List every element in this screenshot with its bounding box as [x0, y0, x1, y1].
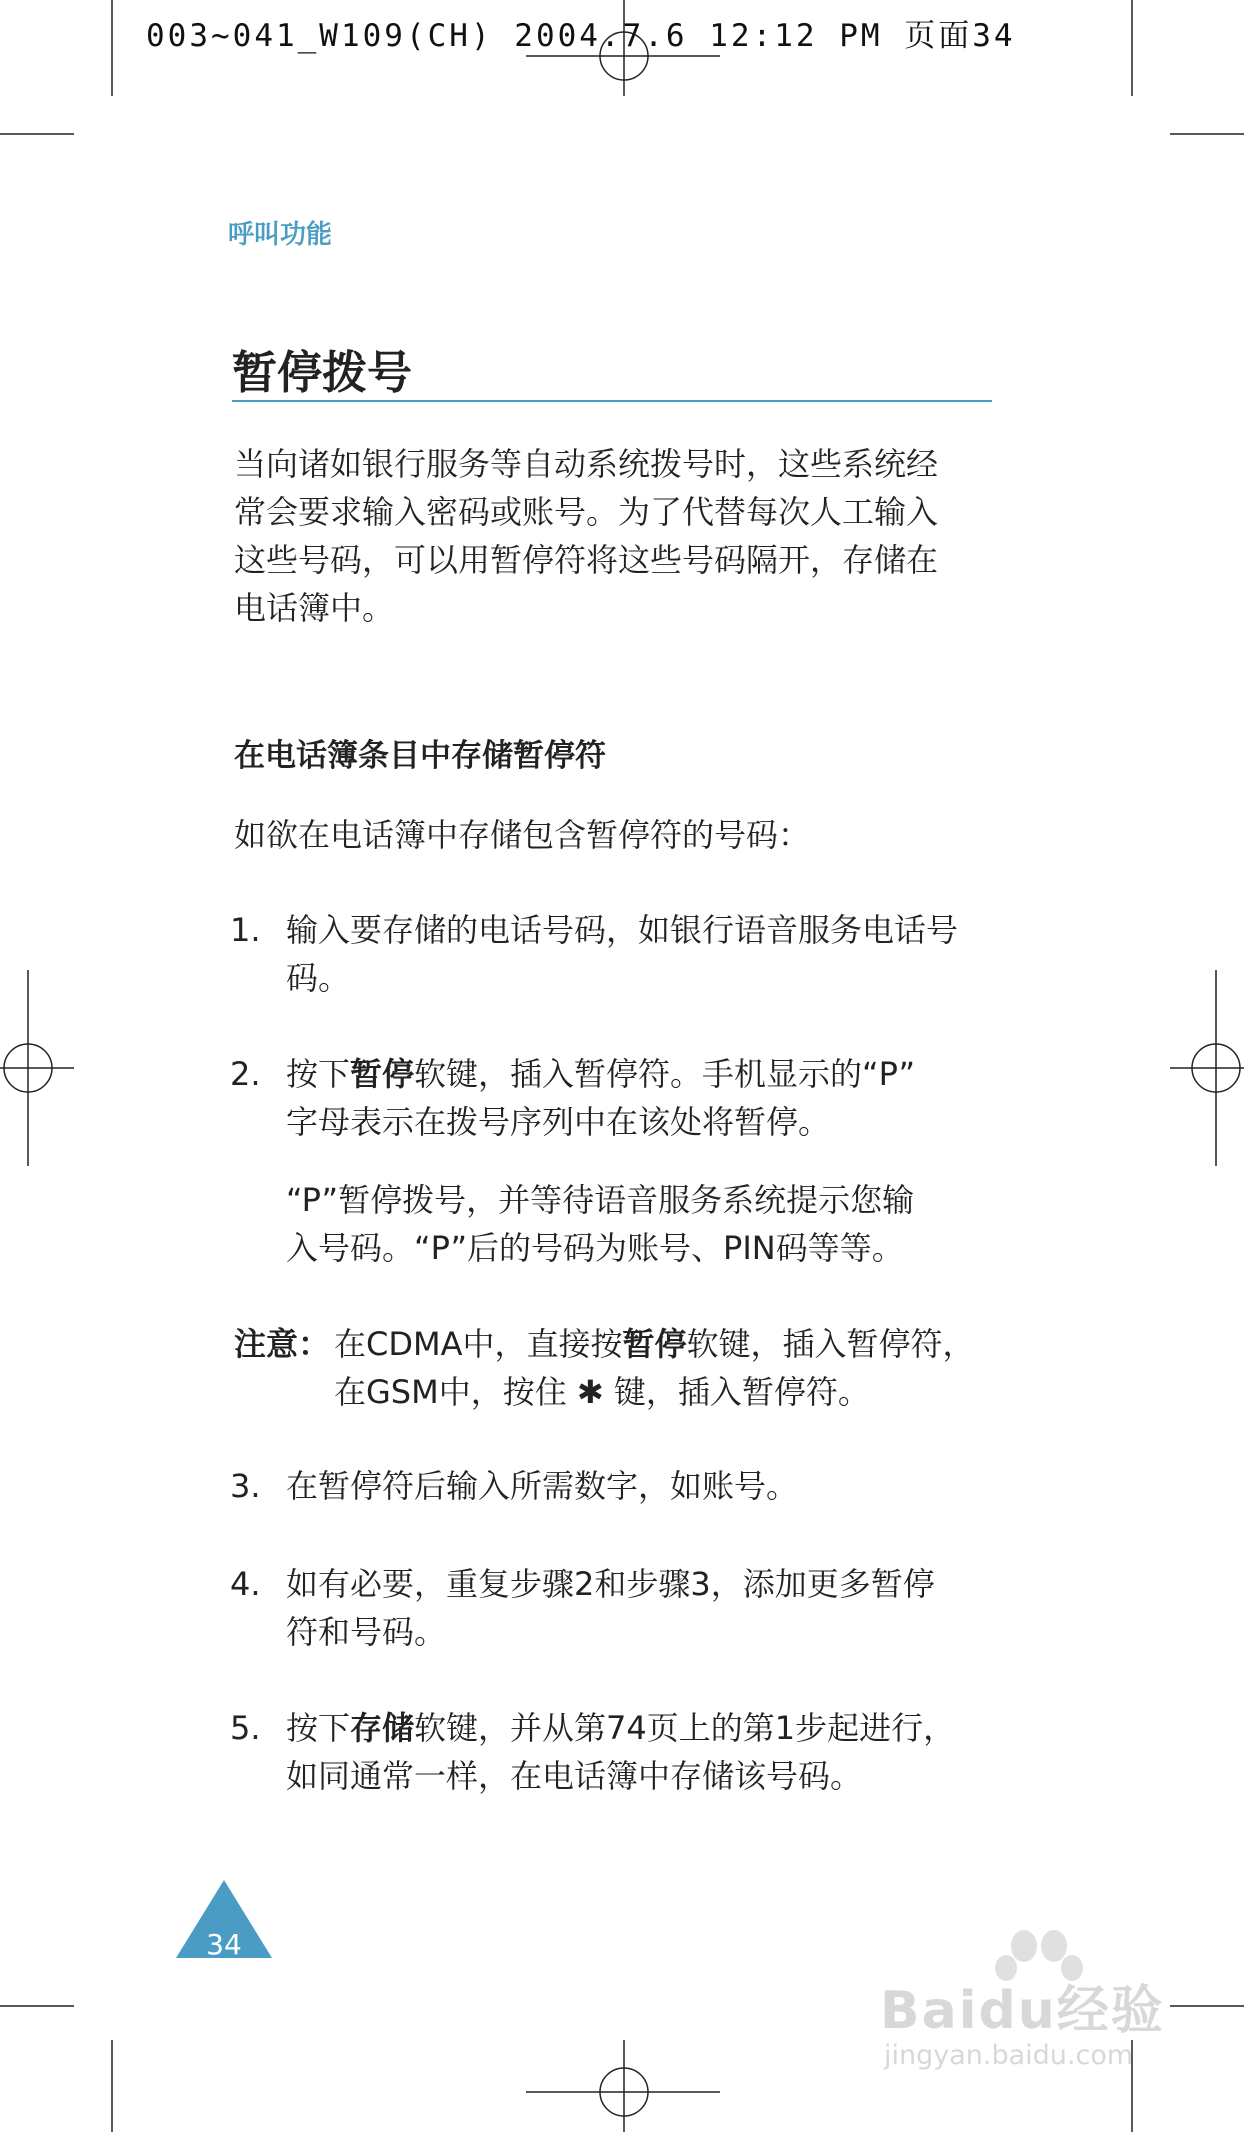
note-label: 注意： [234, 1325, 331, 1363]
softkey-label: 暂停 [622, 1325, 687, 1363]
intro-line: 这些号码，可以用暂停符将这些号码隔开，存储在 [234, 541, 939, 579]
step-text [286, 1704, 1000, 1752]
step-5 [230, 1704, 1000, 1800]
step-number: 5. [230, 1709, 261, 1747]
title-rule [232, 400, 992, 402]
intro-line: 常会要求输入密码或账号。为了代替每次人工输入 [234, 493, 939, 531]
step-text: 符和号码。 [286, 1613, 447, 1651]
note-text: 在GSM中，按住 ✱ 键，插入暂停符。 [334, 1373, 870, 1411]
step-2 [230, 1050, 1000, 1146]
page-number: 34 [206, 1928, 242, 1961]
note-text-part: 软键，插入暂停符， [686, 1325, 975, 1363]
step-2-detail [286, 1176, 1006, 1272]
step-number: 4. [230, 1565, 261, 1603]
step-4 [230, 1560, 1000, 1656]
step-text: 如有必要，重复步骤2和步骤3，添加更多暂停 [286, 1565, 935, 1603]
step-number: 3. [230, 1467, 261, 1505]
step-text-part: 软键，并从第74页上的第1步起进行， [414, 1709, 956, 1747]
step-text: 如同通常一样，在电话簿中存储该号码。 [286, 1757, 863, 1795]
step-1 [230, 906, 1000, 1002]
step-text-part: 按下 [286, 1709, 351, 1747]
intro-paragraph [234, 440, 994, 632]
step-3 [230, 1462, 1000, 1510]
step-text-part: 按下 [286, 1055, 351, 1093]
note-block [234, 1320, 1004, 1416]
lead-text: 如欲在电话簿中存储包含暂停符的号码： [234, 816, 811, 854]
intro-line: 当向诸如银行服务等自动系统拨号时，这些系统经 [234, 445, 939, 483]
softkey-label: 存储 [350, 1709, 415, 1747]
note-text-part: 在CDMA中，直接按 [334, 1325, 623, 1363]
step-text [286, 1050, 1000, 1098]
detail-line: 入号码。“P”后的号码为账号、PIN码等等。 [286, 1229, 904, 1267]
watermark-url: jingyan.baidu.com [884, 2040, 1134, 2071]
watermark-logo: Baidu经验 [880, 1981, 1165, 2041]
step-text: 字母表示在拨号序列中在该处将暂停。 [286, 1103, 831, 1141]
section-label: 呼叫功能 [228, 220, 333, 250]
note-text [334, 1320, 1004, 1368]
softkey-label: 暂停 [350, 1055, 415, 1093]
detail-line: “P”暂停拨号，并等待语音服务系统提示您输 [286, 1181, 915, 1219]
subheading: 在电话簿条目中存储暂停符 [234, 738, 606, 774]
step-number: 2. [230, 1055, 261, 1093]
step-number: 1. [230, 911, 261, 949]
print-header: 003~041_W109(CH) 2004.7.6 12:12 PM 页面34 [146, 18, 1016, 54]
step-text: 在暂停符后输入所需数字，如账号。 [286, 1467, 799, 1505]
step-text: 输入要存储的电话号码，如银行语音服务电话号 [286, 911, 959, 949]
intro-line: 电话簿中。 [234, 589, 395, 627]
page-title: 暂停拨号 [232, 346, 413, 399]
step-text-part: 软键，插入暂停符。手机显示的“P” [414, 1055, 916, 1093]
step-text: 码。 [286, 959, 351, 997]
